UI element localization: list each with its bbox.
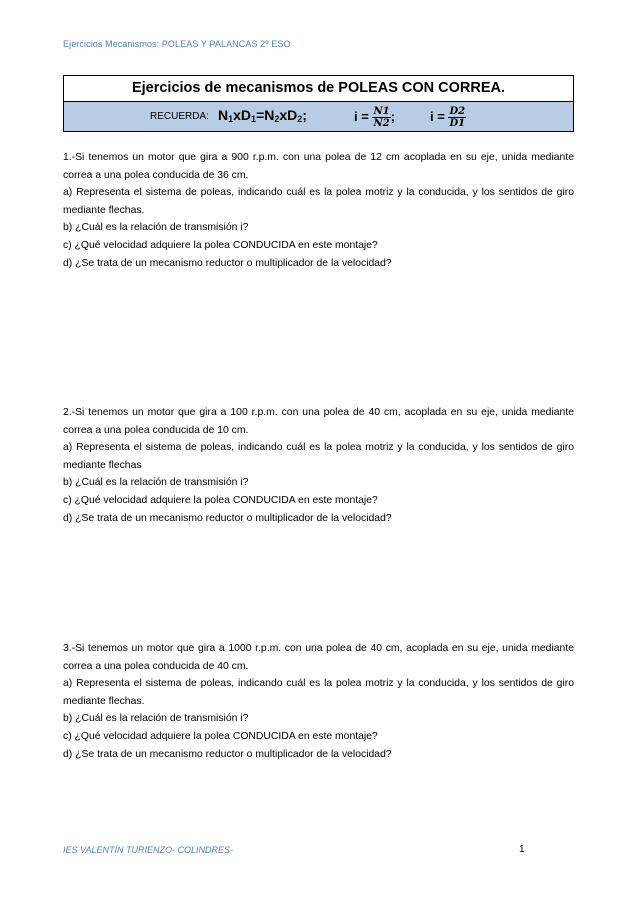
question-d: d) ¿Se trata de un mecanismo reductor o multiplicador de la velocidad? <box>63 512 392 524</box>
recuerda-label: RECUERDA: <box>150 111 209 122</box>
question-b: b) ¿Cuál es la relación de transmisión i? <box>63 713 249 725</box>
footer-school: IES VALENTÍN TURIENZO- COLINDRES- <box>63 845 234 855</box>
question-d: d) ¿Se trata de un mecanismo reductor o multiplicador de la velocidad? <box>63 748 392 760</box>
question-b: b) ¿Cuál es la relación de transmisión i? <box>63 477 249 489</box>
question-c: c) ¿Qué velocidad adquiere la polea CONDUCIDA en este montaje? <box>63 730 378 742</box>
ratio-diameter-formula: i = $\frac{D2}{D1}$ <box>430 106 466 129</box>
exercise-2 <box>63 404 574 527</box>
question-d: d) ¿Se trata de un mecanismo reductor o multiplicador de la velocidad? <box>63 257 392 269</box>
exercise-intro: 3.-Si tenemos un motor que gira a 1000 r.p.m. con una polea de 40 cm, acoplada en su eje, unida mediante correa a una polea conducida de 40 cm. <box>63 643 574 672</box>
exercise-1 <box>63 149 574 272</box>
exercise-intro: 2.-Si tenemos un motor que gira a 100 r.p.m. con una polea de 40 cm, acoplada en su eje, unida mediante correa a una polea conducida de 10 cm. <box>63 407 574 436</box>
exercise-intro: 1.-Si tenemos un motor que gira a 900 r.p.m. con una polea de 12 cm acoplada en su eje, unida mediante correa a una polea conducida de 36 cm. <box>63 152 574 181</box>
page-header: Ejercicios Mecanismos: POLEAS Y PALANCAS 2º ESO <box>63 39 291 49</box>
speed-diameter-formula: $N_1xD_1=N_2xD_2$; <box>218 107 307 124</box>
question-c: c) ¿Qué velocidad adquiere la polea CONDUCIDA en este montaje? <box>63 494 378 506</box>
question-c: c) ¿Qué velocidad adquiere la polea CONDUCIDA en este montaje? <box>63 239 378 251</box>
question-b: b) ¿Cuál es la relación de transmisión i? <box>63 222 249 234</box>
question-a: a) Representa el sistema de poleas, indicando cuál es la polea motriz y la conducida, y los sentidos de giro mediante flechas <box>63 442 574 471</box>
exercise-3 <box>63 640 574 763</box>
question-a: a) Representa el sistema de poleas, indicando cuál es la polea motriz y la conducida, y los sentidos de giro mediante flechas. <box>63 678 574 707</box>
question-a: a) Representa el sistema de poleas, indicando cuál es la polea motriz y la conducida, y los sentidos de giro mediante flechas. <box>63 187 574 216</box>
page-number: 1 <box>519 844 525 855</box>
document-title: Ejercicios de mecanismos de POLEAS CON CORREA. <box>64 76 573 101</box>
formula-bar <box>64 101 573 131</box>
ratio-speed-formula: i = $\frac{N1}{N2}$ ; <box>354 106 395 129</box>
title-box <box>63 75 574 132</box>
